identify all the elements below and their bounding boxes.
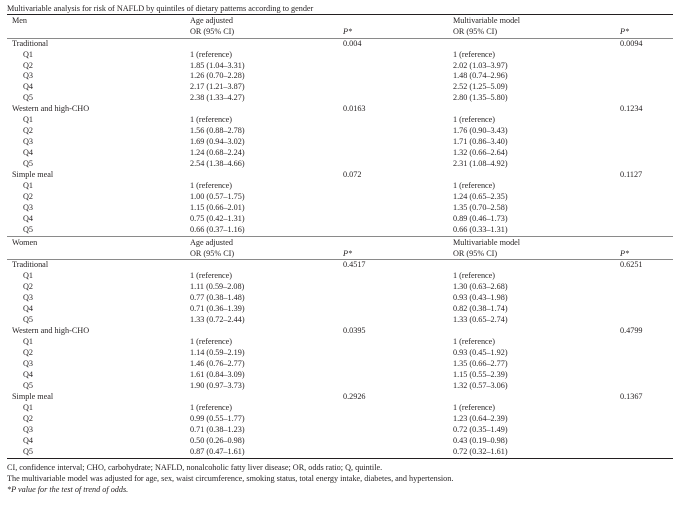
age-adjusted-or: 2.38 (1.33–4.27)	[190, 93, 245, 103]
header-row	[7, 26, 673, 38]
p-age-header: P*	[343, 248, 453, 260]
header-row	[7, 15, 673, 27]
age-adjusted-or: 1 (reference)	[190, 49, 233, 59]
empty-cell	[453, 38, 620, 49]
age-adjusted-header: Age adjusted	[190, 15, 343, 27]
multivariable-header: Multivariable model	[453, 15, 620, 27]
p-multi-value: 0.1127	[620, 170, 643, 180]
multivariable-or: 0.82 (0.38–1.74)	[453, 304, 508, 314]
table-row	[7, 126, 673, 137]
table-page	[7, 3, 673, 495]
footnote-adjustment: The multivariable model was adjusted for age, sex, waist circumference, smoking status, total energy intake, diabetes, and hypertension.	[7, 473, 454, 483]
empty-cell	[620, 425, 673, 436]
age-adjusted-or: 1 (reference)	[190, 337, 233, 347]
multivariable-or: 1.35 (0.70–2.58)	[453, 202, 508, 212]
quintile-label: Q5	[23, 224, 34, 234]
empty-cell	[620, 203, 673, 214]
empty-cell	[453, 260, 620, 271]
quintile-label: Q3	[23, 424, 34, 434]
p-age-value: 0.004	[343, 38, 362, 48]
empty-cell	[343, 425, 453, 436]
empty-cell	[620, 159, 673, 170]
empty-cell	[343, 348, 453, 359]
age-adjusted-or: 1.69 (0.94–3.02)	[190, 137, 245, 147]
empty-cell	[620, 137, 673, 148]
quintile-label: Q2	[23, 282, 34, 292]
table-row	[7, 425, 673, 436]
multi-or-ci-header: OR (95% CI)	[453, 26, 620, 38]
multivariable-or: 1.71 (0.86–3.40)	[453, 137, 508, 147]
age-adjusted-or: 1 (reference)	[190, 271, 233, 281]
empty-cell	[7, 26, 190, 38]
table-row	[7, 203, 673, 214]
multivariable-or: 0.89 (0.46–1.73)	[453, 213, 508, 223]
empty-cell	[620, 82, 673, 93]
empty-cell	[620, 293, 673, 304]
empty-cell	[620, 403, 673, 414]
empty-cell	[620, 236, 673, 248]
p-multi-header: P*	[620, 248, 673, 260]
pattern-row	[7, 38, 673, 49]
empty-cell	[620, 15, 673, 27]
age-adjusted-or: 0.75 (0.42–1.31)	[190, 213, 245, 223]
age-adjusted-or: 1.26 (0.70–2.28)	[190, 71, 245, 81]
empty-cell	[343, 214, 453, 225]
age-adjusted-header: Age adjusted	[190, 236, 343, 248]
quintile-label: Q1	[23, 402, 34, 412]
multivariable-or: 1.15 (0.55–2.39)	[453, 369, 508, 379]
empty-cell	[620, 71, 673, 82]
empty-cell	[453, 104, 620, 115]
empty-cell	[190, 104, 343, 115]
quintile-label: Q5	[23, 380, 34, 390]
pattern-row	[7, 326, 673, 337]
pattern-name: Simple meal	[12, 391, 54, 401]
empty-cell	[453, 170, 620, 181]
empty-cell	[620, 214, 673, 225]
multivariable-or: 1 (reference)	[453, 402, 496, 412]
empty-cell	[620, 436, 673, 447]
multivariable-or: 1.33 (0.65–2.74)	[453, 315, 508, 325]
empty-cell	[343, 203, 453, 214]
table-row	[7, 359, 673, 370]
multivariable-or: 0.66 (0.33–1.31)	[453, 224, 508, 234]
table-row	[7, 82, 673, 93]
quintile-label: Q4	[23, 435, 34, 445]
quintile-label: Q3	[23, 71, 34, 81]
age-adjusted-or: 1.24 (0.68–2.24)	[190, 148, 245, 158]
age-adjusted-or: 1.14 (0.59–2.19)	[190, 347, 245, 357]
pattern-name: Traditional	[12, 260, 49, 270]
empty-cell	[343, 236, 453, 248]
multivariable-header: Multivariable model	[453, 236, 620, 248]
pattern-name: Simple meal	[12, 170, 54, 180]
multivariable-or: 1 (reference)	[453, 337, 496, 347]
age-adjusted-or: 1.85 (1.04–3.31)	[190, 60, 245, 70]
multivariable-or: 2.31 (1.08–4.92)	[453, 159, 508, 169]
empty-cell	[620, 148, 673, 159]
table-body	[7, 15, 673, 459]
gender-label: Men	[7, 15, 190, 27]
empty-cell	[343, 50, 453, 61]
empty-cell	[343, 137, 453, 148]
quintile-label: Q1	[23, 180, 34, 190]
age-adjusted-or: 1.90 (0.97–3.73)	[190, 380, 245, 390]
empty-cell	[190, 326, 343, 337]
empty-cell	[620, 181, 673, 192]
table-row	[7, 214, 673, 225]
multivariable-or: 1.48 (0.74–2.96)	[453, 71, 508, 81]
empty-cell	[620, 304, 673, 315]
quintile-label: Q4	[23, 148, 34, 158]
table-row	[7, 50, 673, 61]
empty-cell	[343, 93, 453, 104]
footnote-p-value	[7, 484, 673, 495]
table-row	[7, 337, 673, 348]
pattern-row	[7, 170, 673, 181]
table-row	[7, 137, 673, 148]
table-caption: Multivariable analysis for risk of NAFLD by quintiles of dietary patterns according to gender	[7, 4, 314, 13]
age-adjusted-or: 1.33 (0.72–2.44)	[190, 315, 245, 325]
table-row	[7, 159, 673, 170]
quintile-label: Q3	[23, 358, 34, 368]
multivariable-or: 0.43 (0.19–0.98)	[453, 435, 508, 445]
empty-cell	[343, 225, 453, 236]
p-multi-value: 0.0094	[620, 38, 643, 48]
quintile-label: Q1	[23, 337, 34, 347]
empty-cell	[343, 159, 453, 170]
empty-cell	[620, 50, 673, 61]
multivariable-or: 1 (reference)	[453, 180, 496, 190]
multivariable-or: 1.76 (0.90–3.43)	[453, 126, 508, 136]
p-multi-value: 0.1234	[620, 104, 643, 114]
empty-cell	[190, 38, 343, 49]
table-row	[7, 293, 673, 304]
table-row	[7, 93, 673, 104]
multivariable-or: 2.02 (1.03–3.97)	[453, 60, 508, 70]
empty-cell	[343, 403, 453, 414]
empty-cell	[620, 271, 673, 282]
table-row	[7, 71, 673, 82]
header-row	[7, 248, 673, 260]
empty-cell	[343, 337, 453, 348]
empty-cell	[620, 359, 673, 370]
quintile-label: Q5	[23, 315, 34, 325]
empty-cell	[343, 304, 453, 315]
empty-cell	[620, 192, 673, 203]
results-table	[7, 14, 673, 459]
empty-cell	[620, 381, 673, 392]
empty-cell	[343, 71, 453, 82]
footnotes	[7, 462, 673, 495]
quintile-label: Q1	[23, 49, 34, 59]
empty-cell	[620, 225, 673, 236]
empty-cell	[620, 337, 673, 348]
empty-cell	[343, 359, 453, 370]
age-adjusted-or: 0.71 (0.36–1.39)	[190, 304, 245, 314]
quintile-label: Q2	[23, 126, 34, 136]
age-adjusted-or: 0.71 (0.38–1.23)	[190, 424, 245, 434]
age-adjusted-or: 0.99 (0.55–1.77)	[190, 413, 245, 423]
multivariable-or: 1 (reference)	[453, 115, 496, 125]
empty-cell	[343, 436, 453, 447]
pattern-row	[7, 260, 673, 271]
p-age-value: 0.072	[343, 170, 362, 180]
quintile-label: Q4	[23, 82, 34, 92]
quintile-label: Q2	[23, 60, 34, 70]
empty-cell	[453, 326, 620, 337]
age-adjusted-or: 2.54 (1.38–4.66)	[190, 159, 245, 169]
quintile-label: Q2	[23, 413, 34, 423]
empty-cell	[620, 447, 673, 458]
empty-cell	[190, 392, 343, 403]
gender-label: Women	[7, 236, 190, 248]
quintile-label: Q4	[23, 213, 34, 223]
multivariable-or: 0.72 (0.35–1.49)	[453, 424, 508, 434]
quintile-label: Q1	[23, 271, 34, 281]
table-row	[7, 282, 673, 293]
quintile-label: Q1	[23, 115, 34, 125]
p-age-header: P*	[343, 26, 453, 38]
age-adjusted-or: 1 (reference)	[190, 180, 233, 190]
empty-cell	[620, 282, 673, 293]
table-row	[7, 148, 673, 159]
age-adjusted-or: 0.66 (0.37–1.16)	[190, 224, 245, 234]
table-row	[7, 447, 673, 458]
quintile-label: Q5	[23, 159, 34, 169]
empty-cell	[343, 82, 453, 93]
table-row	[7, 315, 673, 326]
age-adjusted-or: 0.50 (0.26–0.98)	[190, 435, 245, 445]
empty-cell	[620, 414, 673, 425]
age-adjusted-or: 1.00 (0.57–1.75)	[190, 191, 245, 201]
empty-cell	[620, 370, 673, 381]
age-adjusted-or: 0.87 (0.47–1.61)	[190, 447, 343, 458]
multivariable-or: 1.35 (0.66–2.77)	[453, 358, 508, 368]
table-row	[7, 370, 673, 381]
multivariable-or: 1.32 (0.66–2.64)	[453, 148, 508, 158]
p-multi-value: 0.1367	[620, 391, 643, 401]
table-row	[7, 304, 673, 315]
empty-cell	[343, 381, 453, 392]
empty-cell	[343, 447, 453, 458]
p-age-value: 0.4517	[343, 260, 366, 270]
header-row	[7, 236, 673, 248]
empty-cell	[620, 126, 673, 137]
age-adjusted-or: 1.56 (0.88–2.78)	[190, 126, 245, 136]
empty-cell	[190, 260, 343, 271]
empty-cell	[620, 93, 673, 104]
table-row	[7, 403, 673, 414]
empty-cell	[343, 271, 453, 282]
p-age-value: 0.2926	[343, 391, 366, 401]
age-adjusted-or: 1.61 (0.84–3.09)	[190, 369, 245, 379]
empty-cell	[343, 115, 453, 126]
empty-cell	[343, 315, 453, 326]
multi-or-ci-header: OR (95% CI)	[453, 248, 620, 260]
footnote-abbreviations: CI, confidence interval; CHO, carbohydrate; NAFLD, nonalcoholic fatty liver disease; OR, odds ratio; Q, quintile.	[7, 462, 383, 472]
empty-cell	[343, 181, 453, 192]
multivariable-or: 1 (reference)	[453, 49, 496, 59]
table-row	[7, 436, 673, 447]
age-or-ci-header: OR (95% CI)	[190, 26, 343, 38]
multivariable-or: 1.24 (0.65–2.35)	[453, 191, 508, 201]
multivariable-or: 1 (reference)	[453, 271, 496, 281]
p-multi-value: 0.4799	[620, 326, 643, 336]
pattern-name: Western and high-CHO	[12, 326, 90, 336]
quintile-label: Q3	[23, 202, 34, 212]
p-multi-value: 0.6251	[620, 260, 643, 270]
empty-cell	[343, 148, 453, 159]
empty-cell	[343, 370, 453, 381]
table-row	[7, 61, 673, 72]
multivariable-or: 0.93 (0.43–1.98)	[453, 293, 508, 303]
age-or-ci-header: OR (95% CI)	[190, 248, 343, 260]
table-row	[7, 115, 673, 126]
age-adjusted-or: 1 (reference)	[190, 402, 233, 412]
p-age-value: 0.0395	[343, 326, 366, 336]
empty-cell	[620, 61, 673, 72]
quintile-label: Q5	[7, 447, 190, 458]
pattern-row	[7, 104, 673, 115]
empty-cell	[343, 282, 453, 293]
table-row	[7, 181, 673, 192]
empty-cell	[343, 192, 453, 203]
empty-cell	[453, 392, 620, 403]
empty-cell	[190, 170, 343, 181]
pattern-name: Traditional	[12, 38, 49, 48]
multivariable-or: 1.30 (0.63–2.68)	[453, 282, 508, 292]
p-age-value: 0.0163	[343, 104, 366, 114]
empty-cell	[7, 248, 190, 260]
quintile-label: Q4	[23, 304, 34, 314]
empty-cell	[620, 315, 673, 326]
empty-cell	[343, 414, 453, 425]
age-adjusted-or: 1 (reference)	[190, 115, 233, 125]
p-multi-header: P*	[620, 26, 673, 38]
table-row	[7, 192, 673, 203]
multivariable-or: 1.23 (0.64–2.39)	[453, 413, 508, 423]
empty-cell	[343, 61, 453, 72]
multivariable-or: 2.80 (1.35–5.80)	[453, 93, 508, 103]
pattern-name: Western and high-CHO	[12, 104, 90, 114]
multivariable-or: 0.93 (0.45–1.92)	[453, 347, 508, 357]
table-row	[7, 414, 673, 425]
empty-cell	[343, 126, 453, 137]
multivariable-or: 0.72 (0.32–1.61)	[453, 447, 620, 458]
quintile-label: Q2	[23, 347, 34, 357]
age-adjusted-or: 1.11 (0.59–2.08)	[190, 282, 245, 292]
table-row	[7, 271, 673, 282]
quintile-label: Q5	[23, 93, 34, 103]
quintile-label: Q2	[23, 191, 34, 201]
multivariable-or: 1.32 (0.57–3.06)	[453, 380, 508, 390]
quintile-label: Q3	[23, 293, 34, 303]
quintile-label: Q3	[23, 137, 34, 147]
pattern-row	[7, 392, 673, 403]
table-row	[7, 225, 673, 236]
age-adjusted-or: 2.17 (1.21–3.87)	[190, 82, 245, 92]
age-adjusted-or: 0.77 (0.38–1.48)	[190, 293, 245, 303]
footnote-p-text: *P value for the test of trend of odds.	[7, 484, 129, 494]
empty-cell	[343, 15, 453, 27]
empty-cell	[343, 293, 453, 304]
age-adjusted-or: 1.15 (0.66–2.01)	[190, 202, 245, 212]
empty-cell	[620, 348, 673, 359]
table-row	[7, 348, 673, 359]
multivariable-or: 2.52 (1.25–5.09)	[453, 82, 508, 92]
table-row	[7, 381, 673, 392]
age-adjusted-or: 1.46 (0.76–2.77)	[190, 358, 245, 368]
quintile-label: Q4	[23, 369, 34, 379]
empty-cell	[620, 115, 673, 126]
